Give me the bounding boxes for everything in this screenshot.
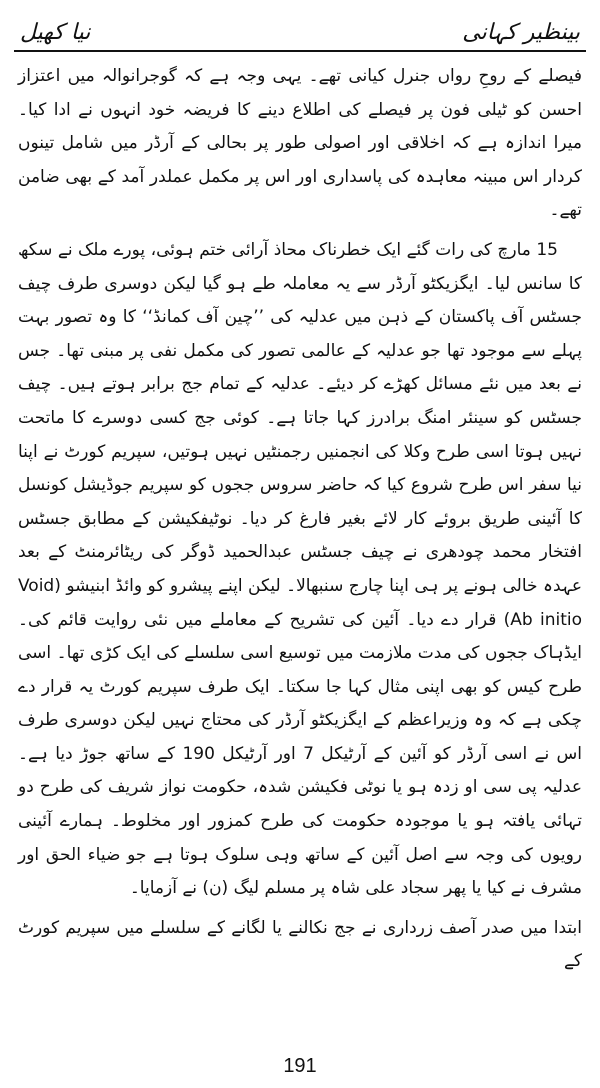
paragraph-2: 15 مارچ کی رات گئے ایک خطرناک محاذ آرائی ختم ہوئی، پورے ملک نے سکھ کا سانس لیا۔ ایگزیکٹو آرڈر سے یہ معاملہ طے ہو گیا لیکن دوسری طرف چیف جسٹس آف پاکستان کے ذہن میں عدلیہ کی ’’چین آف کمانڈ‘‘ کا وہ تصور بہت پہلے سے موجود تھا جو عدلیہ کے عالمی تصور کی مکمل نفی پر مبنی تھا۔ جس نے بعد میں نئے مسائل کھڑے کر دیئے۔ عدلیہ کے تمام جج برابر ہوتے ہیں۔ چیف جسٹس کو سینئر امنگ برادرز کہا جاتا ہے۔ کوئی جج کسی دوسرے کا ماتحت نہیں ہوتا اسی طرح وکلا کی انجمنیں رجمنٹیں نہیں ہوتیں، سپریم کورٹ نے اپنا نیا سفر اس طرح شروع کیا کہ حاضر سروس ججوں کو سپریم جوڈیشل کونسل کا آئینی طریق بروئے کار لائے بغیر فارغ کر دیا۔ نوٹیفکیشن کے مطابق جسٹس افتخار محمد چودھری نے چیف جسٹس عبدالحمید ڈوگر کی ریٹائرمنٹ کے بعد عہدہ خالی ہونے پر ہی اپنا چارج سنبھالا۔ لیکن اپنے پیشرو کو وائڈ ابنیشو (Void Ab initio) قرار دے دیا۔ آئین کی تشریح کے معاملے میں نئی روایت قائم کی۔ ایڈہاک ججوں کی مدت ملازمت میں توسیع اسی سلسلے کی ایک کڑی تھا۔ اسی طرح کیس کو بھی اپنی مثال کہا جا سکتا۔ ایک طرف سپریم کورٹ یہ قرار دے چکی ہے کہ وہ وزیراعظم کے ایگزیکٹو آرڈر کی محتاج نہیں لیکن دوسری طرف اس نے اسی آرڈر کو آئین کے آرٹیکل 7 اور آرٹیکل 190 کے ساتھ جوڑ دیا ہے۔ عدلیہ پی سی او زدہ ہو یا نوٹی فکیشن شدہ، حکومت نواز شریف کی طرح دو تہائی یافتہ ہو یا موجودہ حکومت کی طرح کمزور اور مخلوط۔ ہمارے آئینی رویوں کی وجہ سے اصل آئین کے ساتھ وہی سلوک ہوتا ہے جو ضیاء الحق اور مشرف نے کیا یا پھر سجاد علی شاہ پر مسلم لیگ (ن) نے آزمایا۔ [18, 239, 582, 899]
book-title: بینظیر کہانی [462, 20, 580, 45]
chapter-title: نیا کھیل [20, 20, 91, 45]
body-text [18, 60, 582, 985]
running-header [20, 6, 580, 50]
header-divider [14, 50, 586, 52]
paragraph-3: ابتدا میں صدر آصف زرداری نے جج نکالنے یا لگانے کے سلسلے میں سپریم کورٹ کے [18, 917, 582, 972]
page-number: 191 [283, 1055, 317, 1077]
paragraph-1: فیصلے کے روحِ رواں جنرل کیانی تھے۔ یہی وجہ ہے کہ گوجرانوالہ میں اعتزاز احسن کو ٹیلی فون پر فیصلے کی اطلاع دینے کا فریضہ خود انہوں نے ادا کیا۔ میرا اندازہ ہے کہ اخلاقی اور اصولی طور پر بحالی کے آرڈر میں شامل تینوں کردار اس مبینہ معاہدہ کی پاسداری اور اس پر مکمل عملدر آمد کے بھی ضامن تھے۔ [18, 66, 582, 221]
